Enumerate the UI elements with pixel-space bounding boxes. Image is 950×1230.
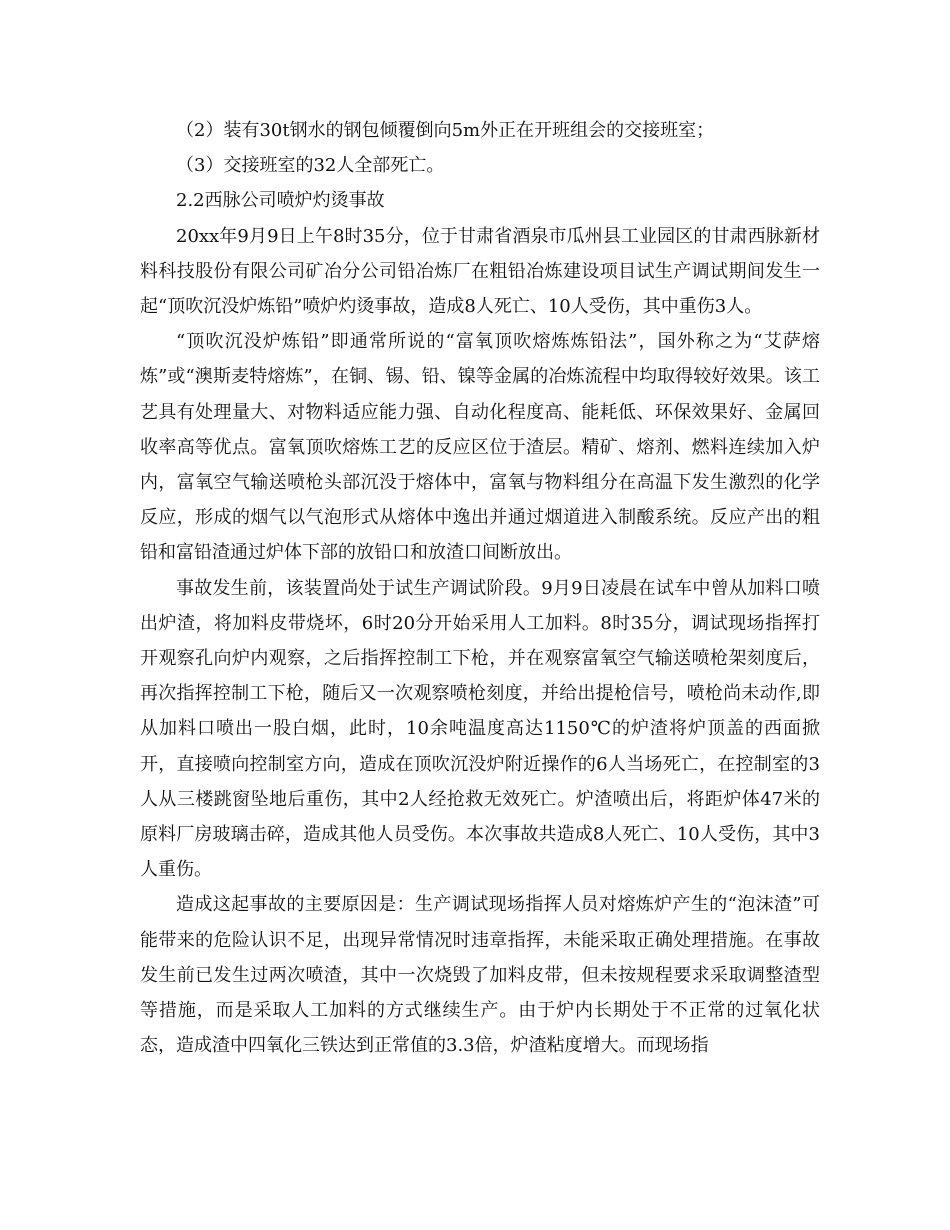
paragraph-process-description: “顶吹沉没炉炼铅”即通常所说的“富氧顶吹熔炼炼铅法”，国外称之为“艾萨熔炼”或“澳斯麦特熔炼”，在铜、锡、铅、镍等金属的冶炼流程中均取得较好效果。该工艺具有处理量大、对物料适应能力强、自动化程度高、能耗低、环保效果好、金属回收率高等优点。富氧顶吹熔炼工艺的反应区位于渣层。精矿、熔剂、燃料连续加入炉内，富氧空气输送喷枪头部沉没于熔体中，富氧与物料组分在高温下发生激烈的化学反应，形成的烟气以气泡形式从熔体中逸出并通过烟道进入制酸系统。反应产出的粗铅和富铅渣通过炉体下部的放铅口和放渣口间断放出。 [140, 331, 820, 564]
paragraph-cause-analysis: 造成这起事故的主要原因是：生产调试现场指挥人员对熔炼炉产生的“泡沫渣”可能带来的危险认识不足，出现异常情况时违章指挥，未能采取正确处理措施。在事故发生前已发生过两次喷渣，其中一次烧毁了加料皮带，但未按规程要求采取调整渣型等措施，而是采取人工加料的方式继续生产。由于炉内长期处于不正常的过氧化状态，造成渣中四氧化三铁达到正常值的3.3倍，炉渣粘度增大。而现场指 [140, 894, 820, 1057]
list-item-3: （3）交接班室的32人全部死亡。 [176, 155, 445, 177]
paragraph-incident-summary: 20xx年9月9日上午8时35分，位于甘肃省酒泉市瓜州县工业园区的甘肃西脉新材料科技股份有限公司矿冶分公司铅冶炼厂在粗铅冶炼建设项目试生产调试期间发生一起“顶吹沉没炉炼铅”喷炉灼烫事故，造成8人死亡、10人受伤，其中重伤3人。 [140, 225, 820, 318]
list-item-2: （2）装有30t钢水的钢包倾覆倒向5m外正在开班组会的交接班室； [176, 120, 715, 141]
document-body [140, 113, 820, 1063]
section-heading: 2.2西脉公司喷炉灼烫事故 [176, 190, 385, 212]
paragraph-incident-details: 事故发生前，该装置尚处于试生产调试阶段。9月9日凌晨在试车中曾从加料口喷出炉渣，将加料皮带烧坏，6时20分开始采用人工加料。8时35分，调试现场指挥打开观察孔向炉内观察，之后指挥控制工下枪，并在观察富氧空气输送喷枪架刻度后，再次指挥控制工下枪，随后又一次观察喷枪刻度，并给出提枪信号，喷枪尚未动作,即从加料口喷出一股白烟，此时，10余吨温度高达1150℃的炉渣将炉顶盖的西面掀开，直接喷向控制室方向，造成在顶吹沉没炉附近操作的6人当场死亡，在控制室的3人从三楼跳窗坠地后重伤，其中2人经抢救无效死亡。炉渣喷出后，将距炉体47米的原料厂房玻璃击碎，造成其他人员受伤。本次事故共造成8人死亡、10人受伤，其中3人重伤。 [140, 577, 820, 881]
